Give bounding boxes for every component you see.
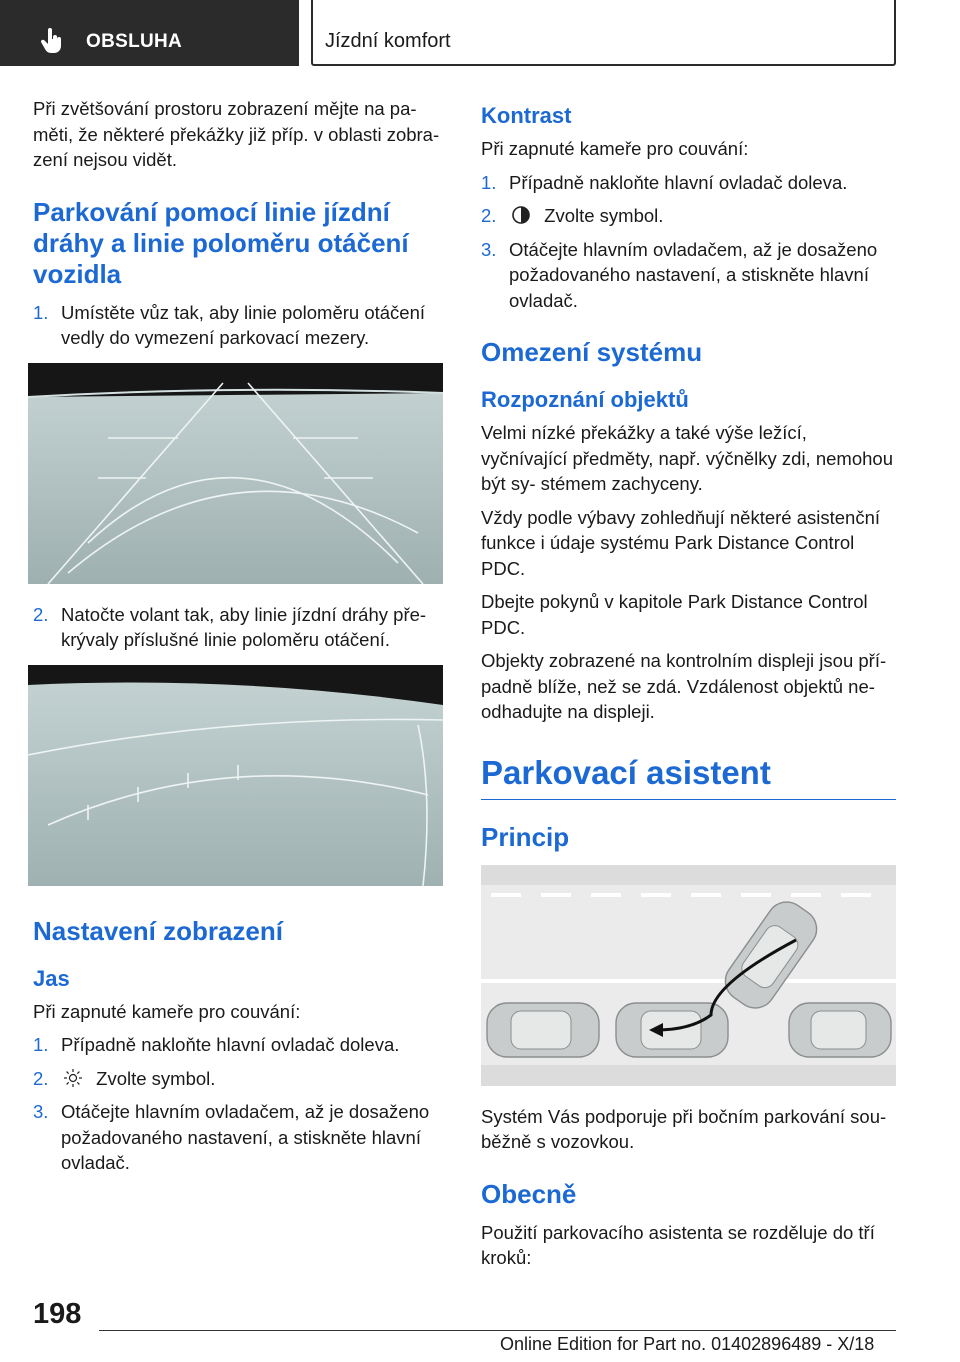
rear-camera-image-2 (28, 665, 443, 886)
principle-paragraph: Systém Vás podporuje při bočním parkování sou‐ běžně s vozovkou. (481, 1105, 887, 1152)
header-section-label: OBSLUHA (86, 31, 183, 52)
contrast-intro: Při zapnuté kameře pro couvání: (481, 138, 749, 159)
heading-system-limits: Omezení systému (481, 337, 703, 367)
step-number: 3. (481, 238, 497, 260)
step-text: Natočte volant tak, aby linie jízdní dráhy pře‐ krývaly příslušné linie poloměru otáčení. (61, 603, 427, 650)
step-text: Zvolte symbol. (544, 205, 664, 226)
step-number: 2. (33, 1067, 49, 1089)
brightness-intro: Při zapnuté kameře pro couvání: (33, 1000, 301, 1022)
step-number: 1. (481, 171, 497, 193)
detection-paragraph: Objekty zobrazené na kontrolním displeji jsou pří‐ padně blíže, než se zdá. Vzdálenost objektů ne‐ odhadujte na displeji. (481, 650, 887, 722)
general-paragraph: Použití parkovacího asistenta se rozděluje do tří kroků: (481, 1221, 875, 1268)
parking-steps-1 (33, 300, 443, 351)
list-item (33, 1066, 443, 1092)
page-number: 198 (33, 1298, 82, 1330)
step-text: Otáčejte hlavním ovladačem, až je dosaženo požadovaného nastavení, a stiskněte hlavní ovladač. (509, 238, 878, 311)
right-column (481, 96, 896, 1279)
step-text: Zvolte symbol. (96, 1067, 216, 1089)
detection-paragraph: Velmi nízké překážky a také výše ležící, vyčnívající předměty, např. výčnělky zdi, nemohou být sy‐ stémem zachyceny. (481, 422, 893, 494)
footer-divider (99, 1330, 896, 1331)
footer-edition: Online Edition for Part no. 01402896489 - X/18 (500, 1334, 875, 1354)
list-item (33, 602, 443, 653)
detection-paragraph: Vždy podle výbavy zohledňují některé asistenční funkce i údaje systému Park Distance Control PDC. (481, 506, 881, 579)
header-chapter-title: Jízdní komfort (325, 30, 451, 52)
heading-general: Obecně (481, 1178, 577, 1209)
intro-paragraph: Při zvětšování prostoru zobrazení mějte na pa‐ měti, že některé překážky již příp. v oblasti zobra‐ zení nejsou vidět. (33, 98, 440, 170)
step-text: Případně nakloňte hlavní ovladač doleva. (509, 171, 848, 193)
step-text: Případně nakloňte hlavní ovladač doleva. (61, 1034, 400, 1055)
step-number: 1. (33, 1034, 49, 1055)
list-item (481, 170, 896, 196)
list-item (33, 1099, 443, 1176)
hand-pointer-icon (40, 28, 64, 54)
rear-camera-image-1 (28, 363, 443, 584)
heading-display-settings: Nastavení zobrazení (33, 915, 283, 946)
list-item (33, 1032, 443, 1058)
heading-principle: Princip (481, 821, 570, 852)
step-number: 1. (33, 301, 49, 323)
list-item (481, 237, 896, 314)
step-number: 2. (481, 205, 497, 226)
step-number: 2. (33, 603, 49, 625)
heading-parking-assistant: Parkovací asistent (481, 753, 896, 800)
list-item (481, 203, 896, 229)
parallel-parking-illustration (481, 865, 896, 1086)
heading-object-detection: Rozpoznání objektů (481, 387, 689, 412)
brightness-steps (33, 1032, 443, 1176)
contrast-steps (481, 170, 896, 314)
step-text: Umístěte vůz tak, aby linie poloměru otáčení vedly do vymezení parkovací mezery. (61, 301, 426, 348)
step-text: Otáčejte hlavním ovladačem, až je dosaženo požadovaného nastavení, a stiskněte hlavní ovladač. (61, 1101, 430, 1173)
detection-paragraph: Dbejte pokynů v kapitole Park Distance Control PDC. (481, 591, 868, 638)
heading-brightness: Jas (33, 965, 70, 991)
left-column (33, 96, 443, 1188)
heading-contrast: Kontrast (481, 103, 572, 128)
list-item (33, 300, 443, 351)
sun-icon (63, 1068, 83, 1088)
step-number: 3. (33, 1101, 49, 1122)
parking-steps-2 (33, 602, 443, 653)
heading-parking-lines: Parkování pomocí linie jízdní dráhy a linie poloměru otáčení vozidla (33, 196, 409, 289)
contrast-icon (511, 205, 531, 225)
